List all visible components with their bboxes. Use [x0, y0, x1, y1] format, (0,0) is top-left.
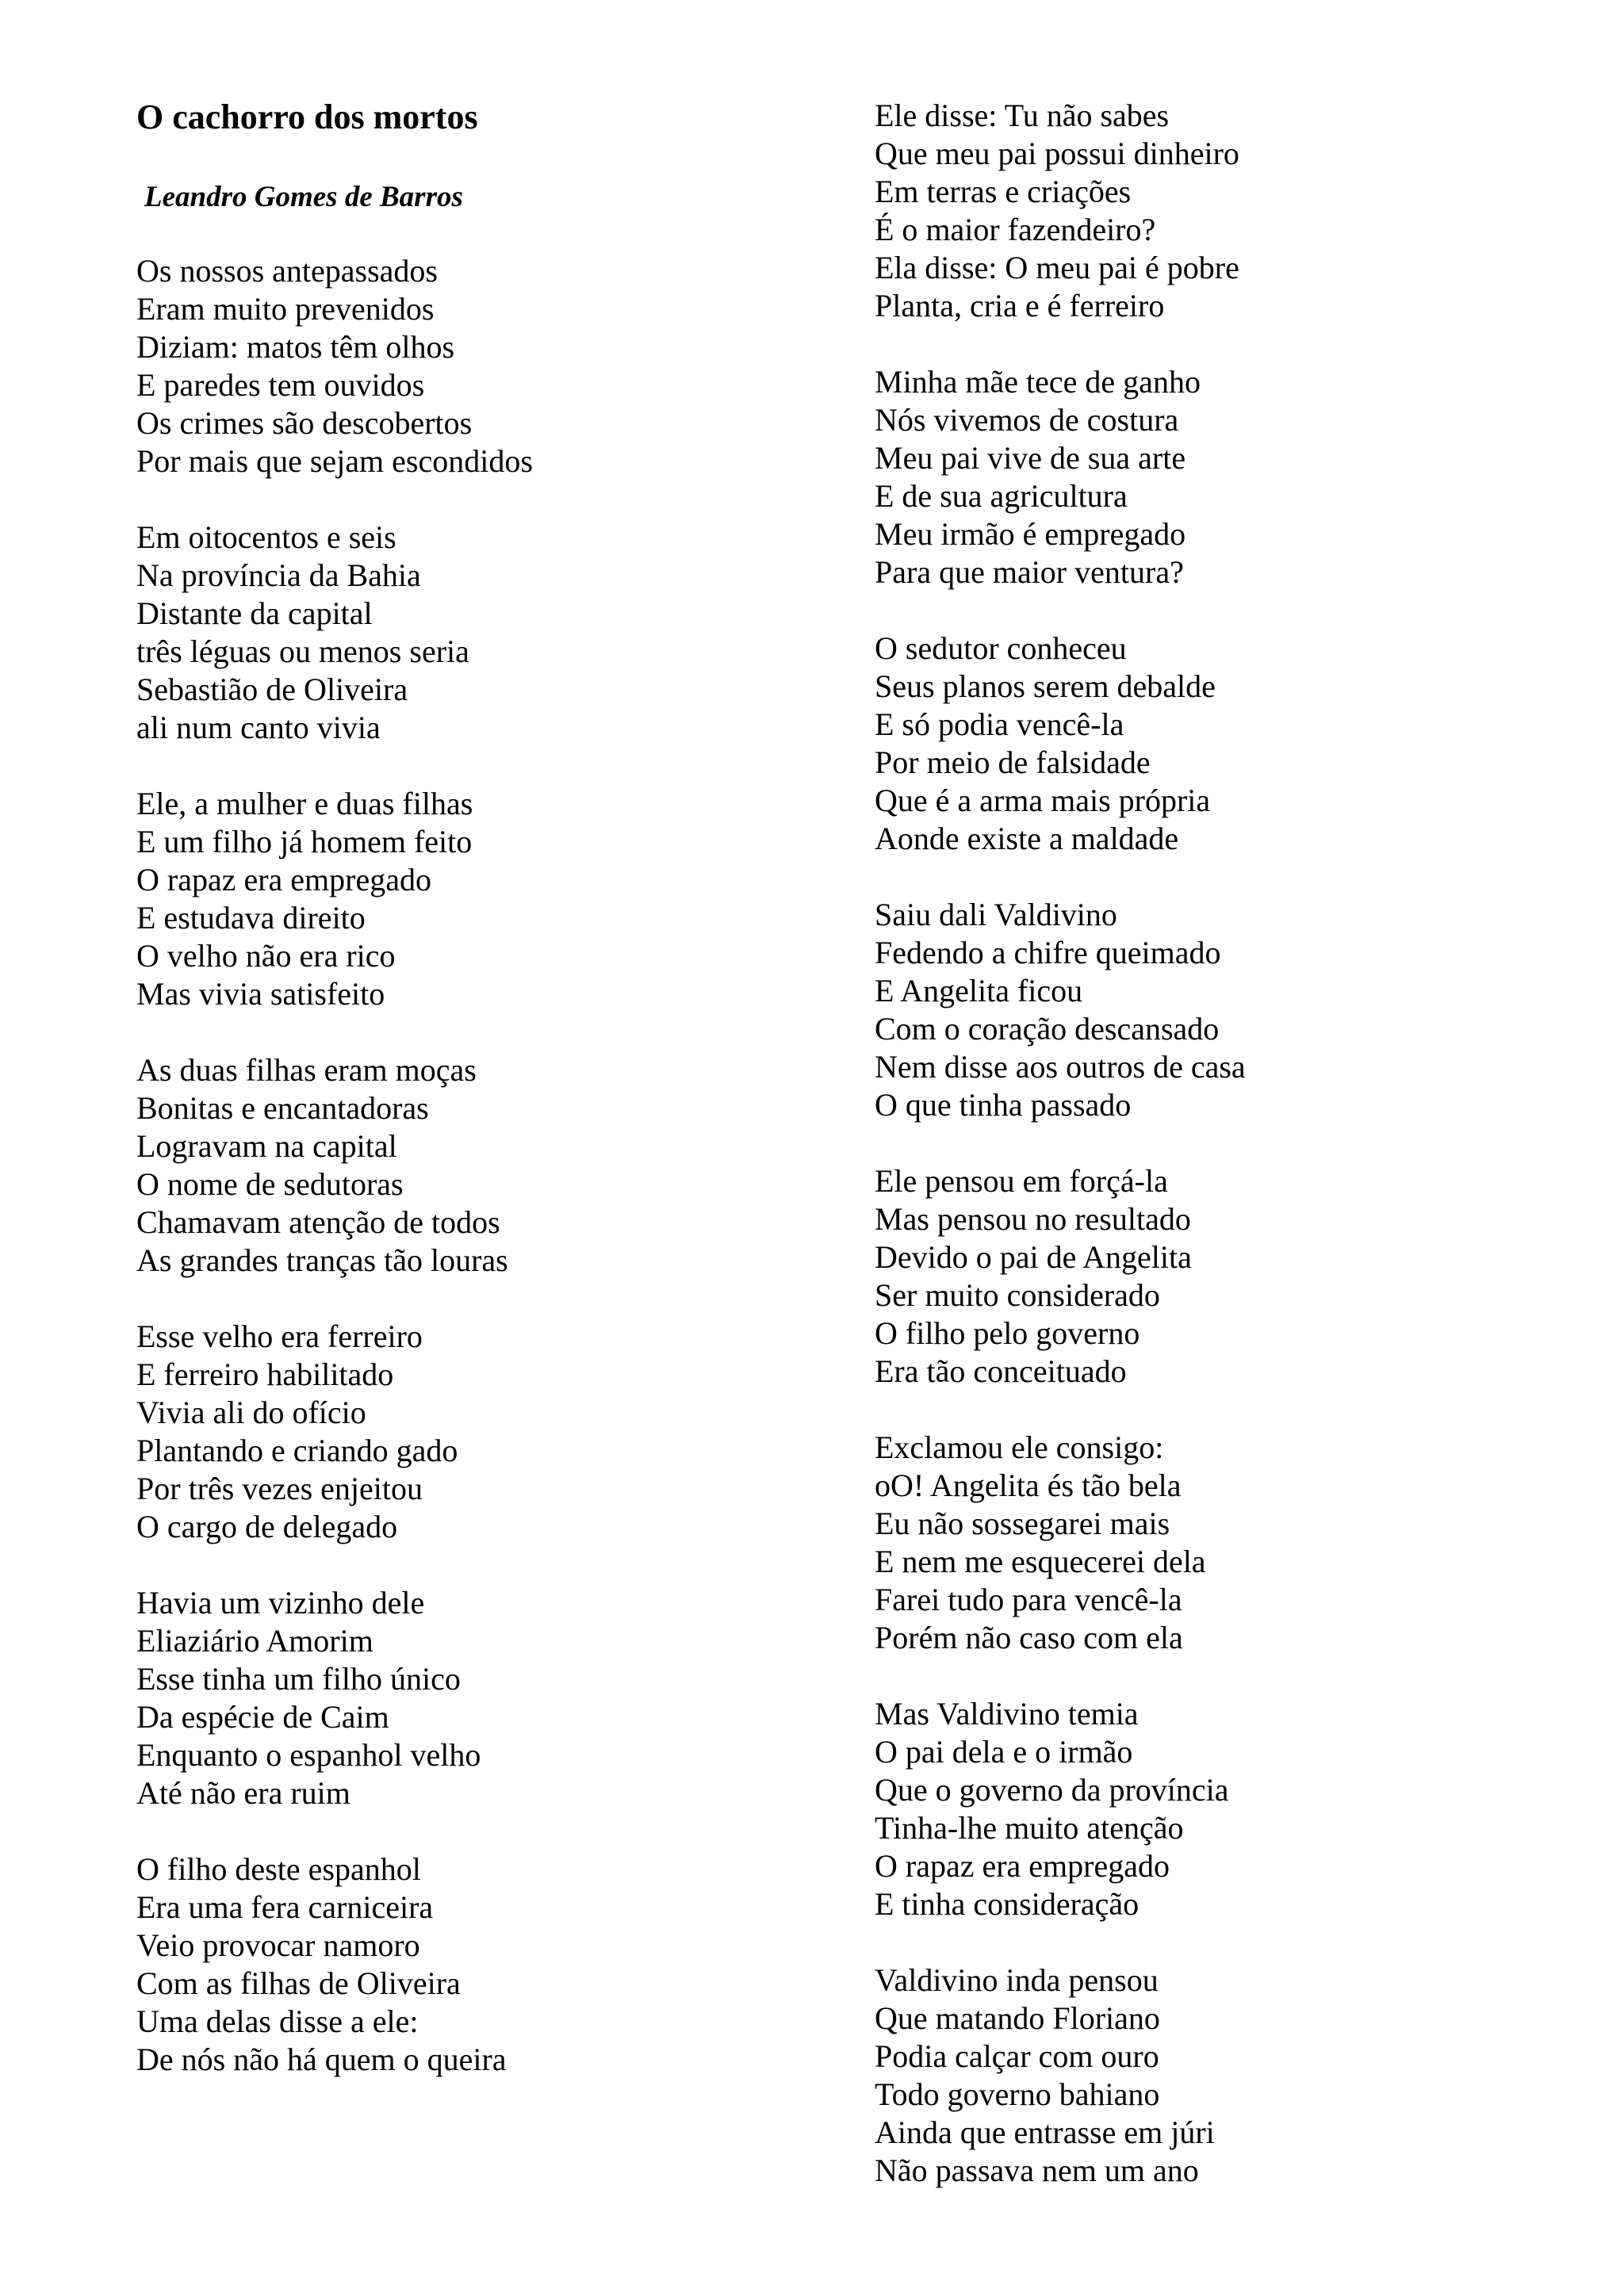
right-column	[875, 97, 1572, 2228]
stanza	[136, 1318, 834, 1546]
verse-line: ali num canto vivia	[136, 710, 381, 745]
verse-line: De nós não há quem o queira	[136, 2042, 507, 2077]
verse-line: Por meio de falsidade	[875, 744, 1151, 780]
verse-line: Eram muito prevenidos	[136, 291, 435, 327]
verse-line: Ser muito considerado	[875, 1277, 1160, 1313]
verse-line: Minha mãe tece de ganho	[875, 364, 1201, 400]
stanza	[875, 97, 1572, 325]
left-column	[136, 252, 834, 2117]
verse-line: Vivia ali do ofício	[136, 1395, 366, 1430]
verse-line: Planta, cria e é ferreiro	[875, 288, 1165, 323]
verse-line: O velho não era rico	[136, 938, 396, 974]
verse-line: E ferreiro habilitado	[136, 1357, 394, 1392]
verse-line: O rapaz era empregado	[875, 1848, 1170, 1884]
verse-line: Eliaziário Amorim	[136, 1623, 373, 1659]
verse-line: Fedendo a chifre queimado	[875, 935, 1221, 970]
verse-line: Todo governo bahiano	[875, 2076, 1160, 2112]
stanza	[136, 1584, 834, 1812]
verse-line: Porém não caso com ela	[875, 1620, 1183, 1655]
verse-line: três léguas ou menos seria	[136, 633, 469, 669]
verse-line: Para que maior ventura?	[875, 554, 1184, 590]
verse-line: Tinha-lhe muito atenção	[875, 1810, 1184, 1846]
stanza	[136, 1051, 834, 1280]
verse-line: E um filho já homem feito	[136, 824, 473, 859]
stanza	[875, 1429, 1572, 1657]
verse-line: Com o coração descansado	[875, 1011, 1220, 1047]
verse-line: Que matando Floriano	[875, 2000, 1160, 2036]
verse-line: Eu não sossegarei mais	[875, 1506, 1170, 1541]
verse-line: As duas filhas eram moças	[136, 1052, 477, 1088]
verse-line: Até não era ruim	[136, 1775, 350, 1811]
verse-line: Logravam na capital	[136, 1128, 397, 1164]
verse-line: Nós vivemos de costura	[875, 402, 1179, 438]
verse-line: Bonitas e encantadoras	[136, 1090, 429, 1126]
verse-line: Era uma fera carniceira	[136, 1889, 434, 1925]
verse-line: Esse tinha um filho único	[136, 1661, 461, 1697]
verse-line: Não passava nem um ano	[875, 2152, 1199, 2188]
verse-line: O nome de sedutoras	[136, 1166, 404, 1202]
verse-line: Que o governo da província	[875, 1772, 1229, 1808]
stanza	[875, 1961, 1572, 2190]
verse-line: Plantando e criando gado	[136, 1433, 458, 1468]
verse-line: O cargo de delegado	[136, 1509, 398, 1544]
verse-line: Era tão conceituado	[875, 1353, 1127, 1389]
verse-line: Uma delas disse a ele:	[136, 2003, 419, 2039]
verse-line: O filho pelo governo	[875, 1315, 1140, 1351]
stanza	[875, 363, 1572, 591]
verse-line: Veio provocar namoro	[136, 1927, 420, 1963]
verse-line: Chamavam atenção de todos	[136, 1204, 500, 1240]
verse-line: Havia um vizinho dele	[136, 1585, 425, 1621]
verse-line: Ele pensou em forçá-la	[875, 1163, 1168, 1199]
stanza	[136, 1850, 834, 2079]
verse-line: O sedutor conheceu	[875, 630, 1127, 666]
verse-line: Exclamou ele consigo:	[875, 1429, 1164, 1465]
verse-line: E só podia vencê-la	[875, 706, 1124, 742]
verse-line: Em terras e criações	[875, 174, 1132, 209]
verse-line: Por mais que sejam escondidos	[136, 443, 533, 479]
poem-author: Leandro Gomes de Barros	[144, 181, 463, 213]
verse-line: Mas vivia satisfeito	[136, 976, 385, 1012]
verse-line: Mas pensou no resultado	[875, 1201, 1191, 1237]
verse-line: Na província da Bahia	[136, 557, 421, 593]
stanza	[136, 785, 834, 1013]
stanza	[875, 1695, 1572, 1923]
verse-line: E nem me esquecerei dela	[875, 1544, 1206, 1579]
stanza	[875, 629, 1572, 858]
verse-line: O rapaz era empregado	[136, 862, 431, 897]
verse-line: E tinha consideração	[875, 1886, 1139, 1922]
verse-line: Saiu dali Valdivino	[875, 897, 1117, 932]
verse-line: O que tinha passado	[875, 1087, 1132, 1123]
stanza	[136, 519, 834, 747]
verse-line: Ele disse: Tu não sabes	[875, 98, 1170, 133]
verse-line: Esse velho era ferreiro	[136, 1318, 423, 1354]
verse-line: Farei tudo para vencê-la	[875, 1582, 1182, 1617]
verse-line: É o maior fazendeiro?	[875, 212, 1156, 247]
verse-line: Meu pai vive de sua arte	[875, 440, 1186, 476]
verse-line: Ainda que entrasse em júri	[875, 2114, 1215, 2150]
verse-line: Diziam: matos têm olhos	[136, 329, 455, 365]
verse-line: Que meu pai possui dinheiro	[875, 136, 1239, 171]
verse-line: Da espécie de Caim	[136, 1699, 389, 1735]
verse-line: Por três vezes enjeitou	[136, 1471, 423, 1506]
verse-line: Enquanto o espanhol velho	[136, 1737, 481, 1773]
verse-line: Os nossos antepassados	[136, 253, 438, 289]
stanza	[875, 896, 1572, 1124]
poem-title: O cachorro dos mortos	[136, 98, 478, 136]
verse-line: As grandes tranças tão louras	[136, 1242, 508, 1278]
verse-line: Os crimes são descobertos	[136, 405, 473, 441]
verse-line: Seus planos serem debalde	[875, 668, 1216, 704]
stanza	[875, 1162, 1572, 1391]
verse-line: O filho deste espanhol	[136, 1851, 421, 1887]
verse-line: Devido o pai de Angelita	[875, 1239, 1192, 1275]
verse-line: Mas Valdivino temia	[875, 1696, 1139, 1732]
verse-line: E de sua agricultura	[875, 478, 1128, 514]
verse-line: Que é a arma mais própria	[875, 783, 1211, 818]
verse-line: Aonde existe a maldade	[875, 821, 1179, 856]
verse-line: Nem disse aos outros de casa	[875, 1049, 1246, 1085]
verse-line: Ele, a mulher e duas filhas	[136, 786, 473, 821]
verse-line: E Angelita ficou	[875, 973, 1083, 1008]
verse-line: Em oitocentos e seis	[136, 519, 396, 555]
verse-line: Com as filhas de Oliveira	[136, 1965, 461, 2001]
stanza	[136, 252, 834, 480]
verse-line: Valdivino inda pensou	[875, 1962, 1159, 1998]
verse-line: Podia calçar com ouro	[875, 2038, 1159, 2074]
verse-line: Meu irmão é empregado	[875, 516, 1186, 552]
verse-line: E estudava direito	[136, 900, 366, 936]
verse-line: Sebastião de Oliveira	[136, 672, 408, 707]
verse-line: O pai dela e o irmão	[875, 1734, 1133, 1770]
verse-line: Distante da capital	[136, 595, 373, 631]
verse-line: E paredes tem ouvidos	[136, 367, 425, 403]
verse-line: oO! Angelita és tão bela	[875, 1468, 1182, 1503]
verse-line: Ela disse: O meu pai é pobre	[875, 250, 1239, 285]
